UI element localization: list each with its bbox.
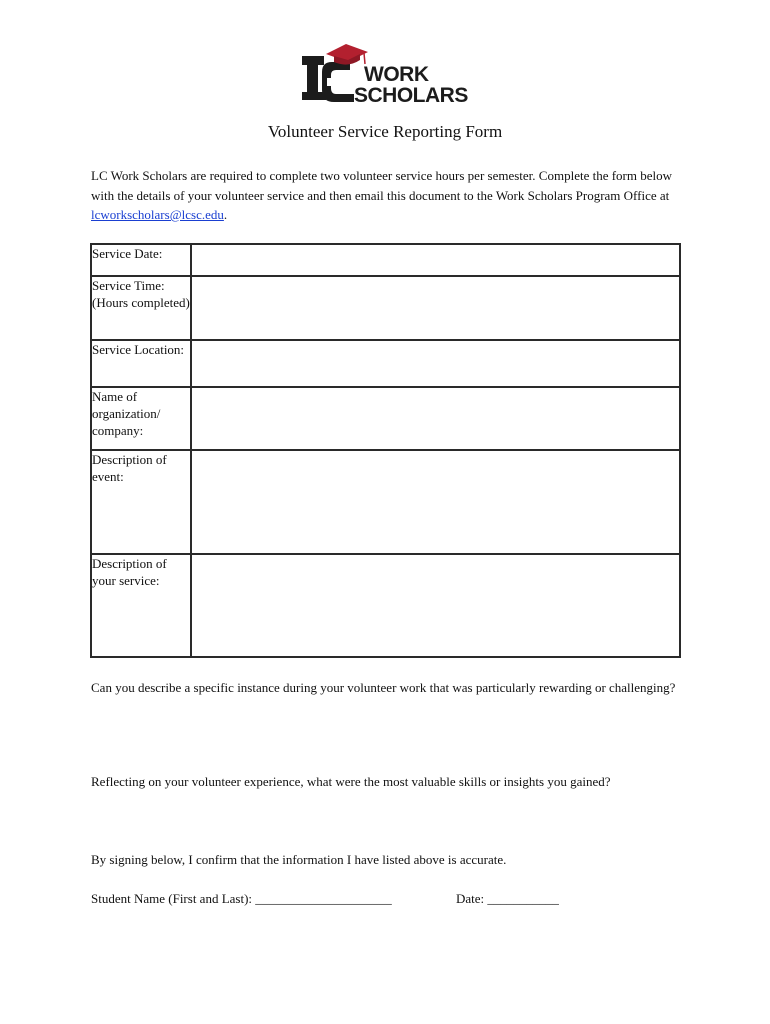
service-date-field[interactable] [191, 244, 680, 276]
service-description-field[interactable] [191, 554, 680, 657]
table-row [91, 450, 680, 554]
lc-work-scholars-logo [300, 42, 468, 108]
intro-text: LC Work Scholars are required to complete two volunteer service hours per semester. Complete the form below with the details of your volunteer service and then email this document to the Work Scholars Program Office at [91, 168, 673, 203]
intro-period: . [223, 207, 228, 222]
question-rewarding: Can you describe a specific instance during your volunteer work that was particularly rewarding or challenging? [91, 680, 676, 695]
signature-confirmation: By signing below, I confirm that the information I have listed above is accurate. [91, 852, 507, 867]
service-date-label: Service Date: [91, 244, 191, 276]
table-row [91, 340, 680, 387]
service-time-label: Service Time: (Hours completed) [91, 276, 191, 340]
table-row [91, 276, 680, 340]
service-location-label: Service Location: [91, 340, 191, 387]
service-description-label: Description of your service: [91, 554, 191, 657]
table-row [91, 554, 680, 657]
logo-scholars-text: SCHOLARS [354, 84, 468, 107]
event-description-field[interactable] [191, 450, 680, 554]
student-name-line[interactable]: Student Name (First and Last): _____________________ [91, 891, 392, 906]
event-description-label: Description of event: [91, 450, 191, 554]
logo-work-text: WORK [364, 63, 429, 86]
graduation-cap-icon [326, 44, 368, 65]
table-row [91, 387, 680, 450]
page-title: Volunteer Service Reporting Form [267, 122, 503, 141]
intro-paragraph [91, 166, 691, 225]
service-time-field[interactable] [191, 276, 680, 340]
table-row [91, 244, 680, 276]
service-details-table [90, 243, 681, 658]
service-location-field[interactable] [191, 340, 680, 387]
question-skills: Reflecting on your volunteer experience, what were the most valuable skills or insights you gained? [91, 774, 611, 789]
date-line[interactable]: Date: ___________ [456, 891, 559, 906]
organization-field[interactable] [191, 387, 680, 450]
organization-label: Name of organization/ company: [91, 387, 191, 450]
email-link[interactable]: lcworkscholars@lcsc.edu [91, 207, 224, 222]
